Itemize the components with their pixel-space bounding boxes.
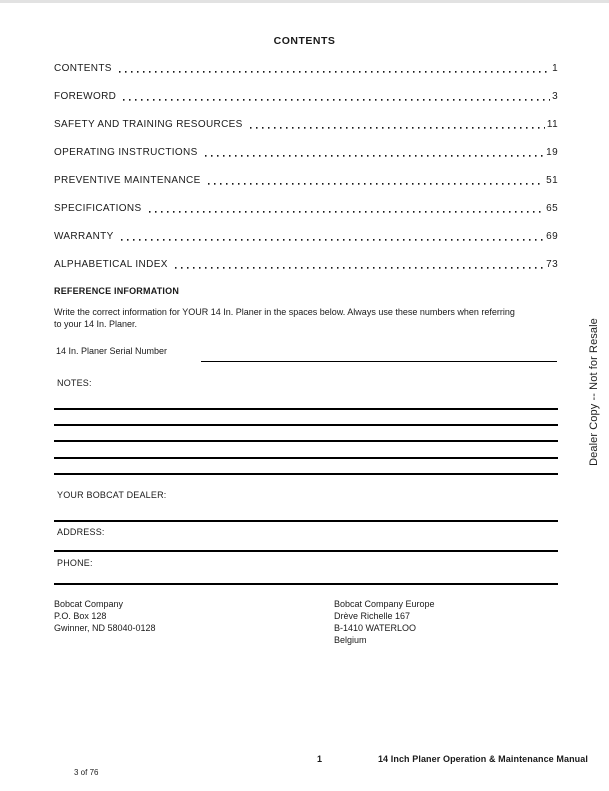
dot-leader	[205, 147, 545, 158]
toc-entry-label: SPECIFICATIONS	[54, 203, 142, 214]
notes-blank-line	[54, 473, 558, 475]
reference-body-line: Write the correct information for YOUR 14 In. Planer in the spaces below. Always use these numbers when referring	[54, 307, 515, 317]
address-line: P.O. Box 128	[54, 611, 107, 621]
dot-leader	[149, 203, 545, 214]
dot-leader	[250, 119, 545, 130]
toc-entry-label: CONTENTS	[54, 63, 112, 74]
toc-entry-label: OPERATING INSTRUCTIONS	[54, 147, 198, 158]
footer-page-number: 1	[317, 754, 323, 764]
dealer-blank-line	[54, 520, 558, 522]
serial-number-row	[56, 346, 557, 362]
toc-entry-page: 11	[546, 119, 558, 130]
sheet-indicator: 3 of 76	[74, 768, 99, 777]
company-address-europe	[334, 598, 435, 646]
address-label: ADDRESS:	[57, 527, 105, 537]
footer-manual-title: 14 Inch Planer Operation & Maintenance Manual	[377, 754, 588, 764]
address-line: Drève Richelle 167	[334, 611, 411, 621]
toc-entry-safety	[54, 119, 558, 147]
dot-leader	[121, 231, 545, 242]
address-line: Belgium	[334, 635, 367, 645]
toc-entry-page: 19	[546, 147, 558, 158]
toc-entry-foreword	[54, 91, 558, 119]
dealer-label: YOUR BOBCAT DEALER:	[57, 490, 167, 500]
table-of-contents	[54, 63, 558, 287]
notes-blank-line	[54, 408, 558, 410]
toc-entry-warranty	[54, 231, 558, 259]
toc-entry-label: FOREWORD	[54, 91, 117, 102]
toc-entry-page: 3	[552, 91, 558, 102]
phone-blank-line	[54, 583, 558, 585]
dot-leader	[175, 259, 544, 270]
dealer-copy-watermark: Dealer Copy -- Not for Resale	[588, 318, 600, 466]
reference-information-heading: REFERENCE INFORMATION	[54, 286, 180, 296]
toc-entry-page: 73	[546, 259, 558, 270]
company-address-us	[54, 598, 156, 634]
page-title: CONTENTS	[273, 35, 336, 47]
phone-label: PHONE:	[57, 558, 93, 568]
address-line: B-1410 WATERLOO	[334, 623, 417, 633]
notes-blank-line	[54, 457, 558, 459]
toc-entry-label: ALPHABETICAL INDEX	[54, 259, 168, 270]
address-blank-line	[54, 550, 558, 552]
address-line: Bobcat Company Europe	[334, 599, 435, 609]
toc-entry-page: 51	[546, 175, 558, 186]
serial-number-label: 14 In. Planer Serial Number	[56, 346, 168, 356]
toc-entry-label: SAFETY AND TRAINING RESOURCES	[54, 119, 243, 130]
toc-entry-specifications	[54, 203, 558, 231]
notes-label: NOTES:	[57, 378, 92, 388]
reference-information-body	[54, 307, 562, 330]
page-top-edge	[0, 0, 609, 3]
toc-entry-maintenance	[54, 175, 558, 203]
toc-entry-index	[54, 259, 558, 287]
toc-entry-page: 65	[546, 203, 558, 214]
notes-blank-line	[54, 440, 558, 442]
address-line: Bobcat Company	[54, 599, 124, 609]
toc-entry-label: PREVENTIVE MAINTENANCE	[54, 175, 201, 186]
notes-blank-line	[54, 424, 558, 426]
dot-leader	[208, 175, 545, 186]
dot-leader	[123, 91, 550, 102]
toc-entry-page: 69	[546, 231, 558, 242]
toc-entry-label: WARRANTY	[54, 231, 114, 242]
toc-entry-operating	[54, 147, 558, 175]
reference-body-line: to your 14 In. Planer.	[54, 318, 138, 329]
address-line: Gwinner, ND 58040-0128	[54, 623, 156, 633]
serial-number-blank-line	[201, 346, 557, 362]
dot-leader	[119, 63, 550, 74]
toc-entry-page: 1	[552, 63, 558, 74]
toc-entry-contents	[54, 63, 558, 91]
